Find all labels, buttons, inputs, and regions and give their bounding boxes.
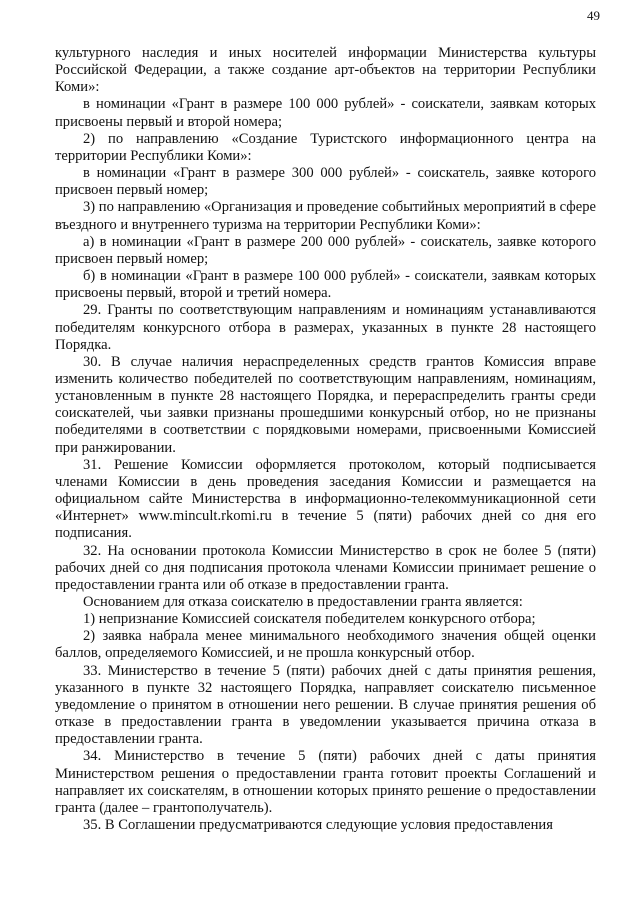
paragraph: в номинации «Грант в размере 100 000 рублей» - соискатели, заявкам которых присвоены первый и второй номера; (55, 96, 596, 130)
page-number: 49 (587, 8, 600, 23)
paragraph: 35. В Соглашении предусматриваются следующие условия предоставления (83, 817, 553, 834)
paragraph: 31. Решение Комиссии оформляется протоколом, который подписывается членами Комиссии в день проведения заседания Комиссии и размещается на официальном сайте Министерства в информационно-телекоммуникационной сети «Интернет» www.mincult.rkomi.ru в течение 5 (пяти) рабочих дней со дня его подписания. (55, 456, 596, 542)
paragraph: в номинации «Грант в размере 300 000 рублей» - соискатель, заявке которого присвоен первый номер; (55, 165, 596, 199)
paragraph: а) в номинации «Грант в размере 200 000 рублей» - соискатель, заявке которого присвоен первый номер; (55, 233, 596, 267)
document-body (55, 45, 596, 834)
paragraph: 2) заявка набрала менее минимального необходимого значения общей оценки баллов, определяемого Комиссией, и не прошла конкурсный отбор. (55, 628, 596, 662)
paragraph: б) в номинации «Грант в размере 100 000 рублей» - соискатели, заявкам которых присвоены первый, второй и третий номера. (55, 268, 596, 302)
paragraph: 34. Министерство в течение 5 (пяти) рабочих дней с даты принятия Министерством решения о предоставлении гранта готовит проекты Соглашений и направляет их соискателям, в отношении которых принято решение о предоставлении гранта (далее – грантополучатель). (55, 748, 596, 816)
paragraph: 1) непризнание Комиссией соискателя победителем конкурсного отбора; (83, 611, 536, 628)
paragraph: 3) по направлению «Организация и проведение событийных мероприятий в сфере въездного и внутреннего туризма на территории Республики Коми»: (55, 199, 596, 233)
paragraph: 2) по направлению «Создание Туристского информационного центра на территории Республики Коми»: (55, 130, 596, 164)
paragraph: 30. В случае наличия нераспределенных средств грантов Комиссия вправе изменить количество победителей по соответствующим направлениям, номинациям, установленным в пункте 28 настоящего Порядка, и перераспределить гранты среди соискателей, чьи заявки признаны прошедшими конкурсный отбор, но не признаны победителями в соответствии с порядковыми номерами, присвоенными Комиссией при ранжировании. (55, 353, 596, 456)
paragraph: 33. Министерство в течение 5 (пяти) рабочих дней с даты принятия решения, указанного в пункте 32 настоящего Порядка, направляет соискателю письменное уведомление о принятом в отношении него решении. В случае принятия решения об отказе в предоставлении гранта в уведомлении указывается причина отказа в предоставлении гранта. (55, 662, 596, 748)
paragraph: культурного наследия и иных носителей информации Министерства культуры Российской Федерации, а также создание арт-объектов на территории Республики Коми»: (55, 45, 596, 96)
paragraph: Основанием для отказа соискателю в предоставлении гранта является: (83, 594, 523, 610)
paragraph: 32. На основании протокола Комиссии Министерство в срок не более 5 (пяти) рабочих дней со дня подписания протокола членами Комиссии принимает решение о предоставлении гранта или об отказе в предоставлении гранта. (55, 542, 596, 593)
paragraph: 29. Гранты по соответствующим направлениям и номинациям устанавливаются победителям конкурсного отбора в размерах, указанных в пункте 28 настоящего Порядка. (55, 302, 596, 353)
